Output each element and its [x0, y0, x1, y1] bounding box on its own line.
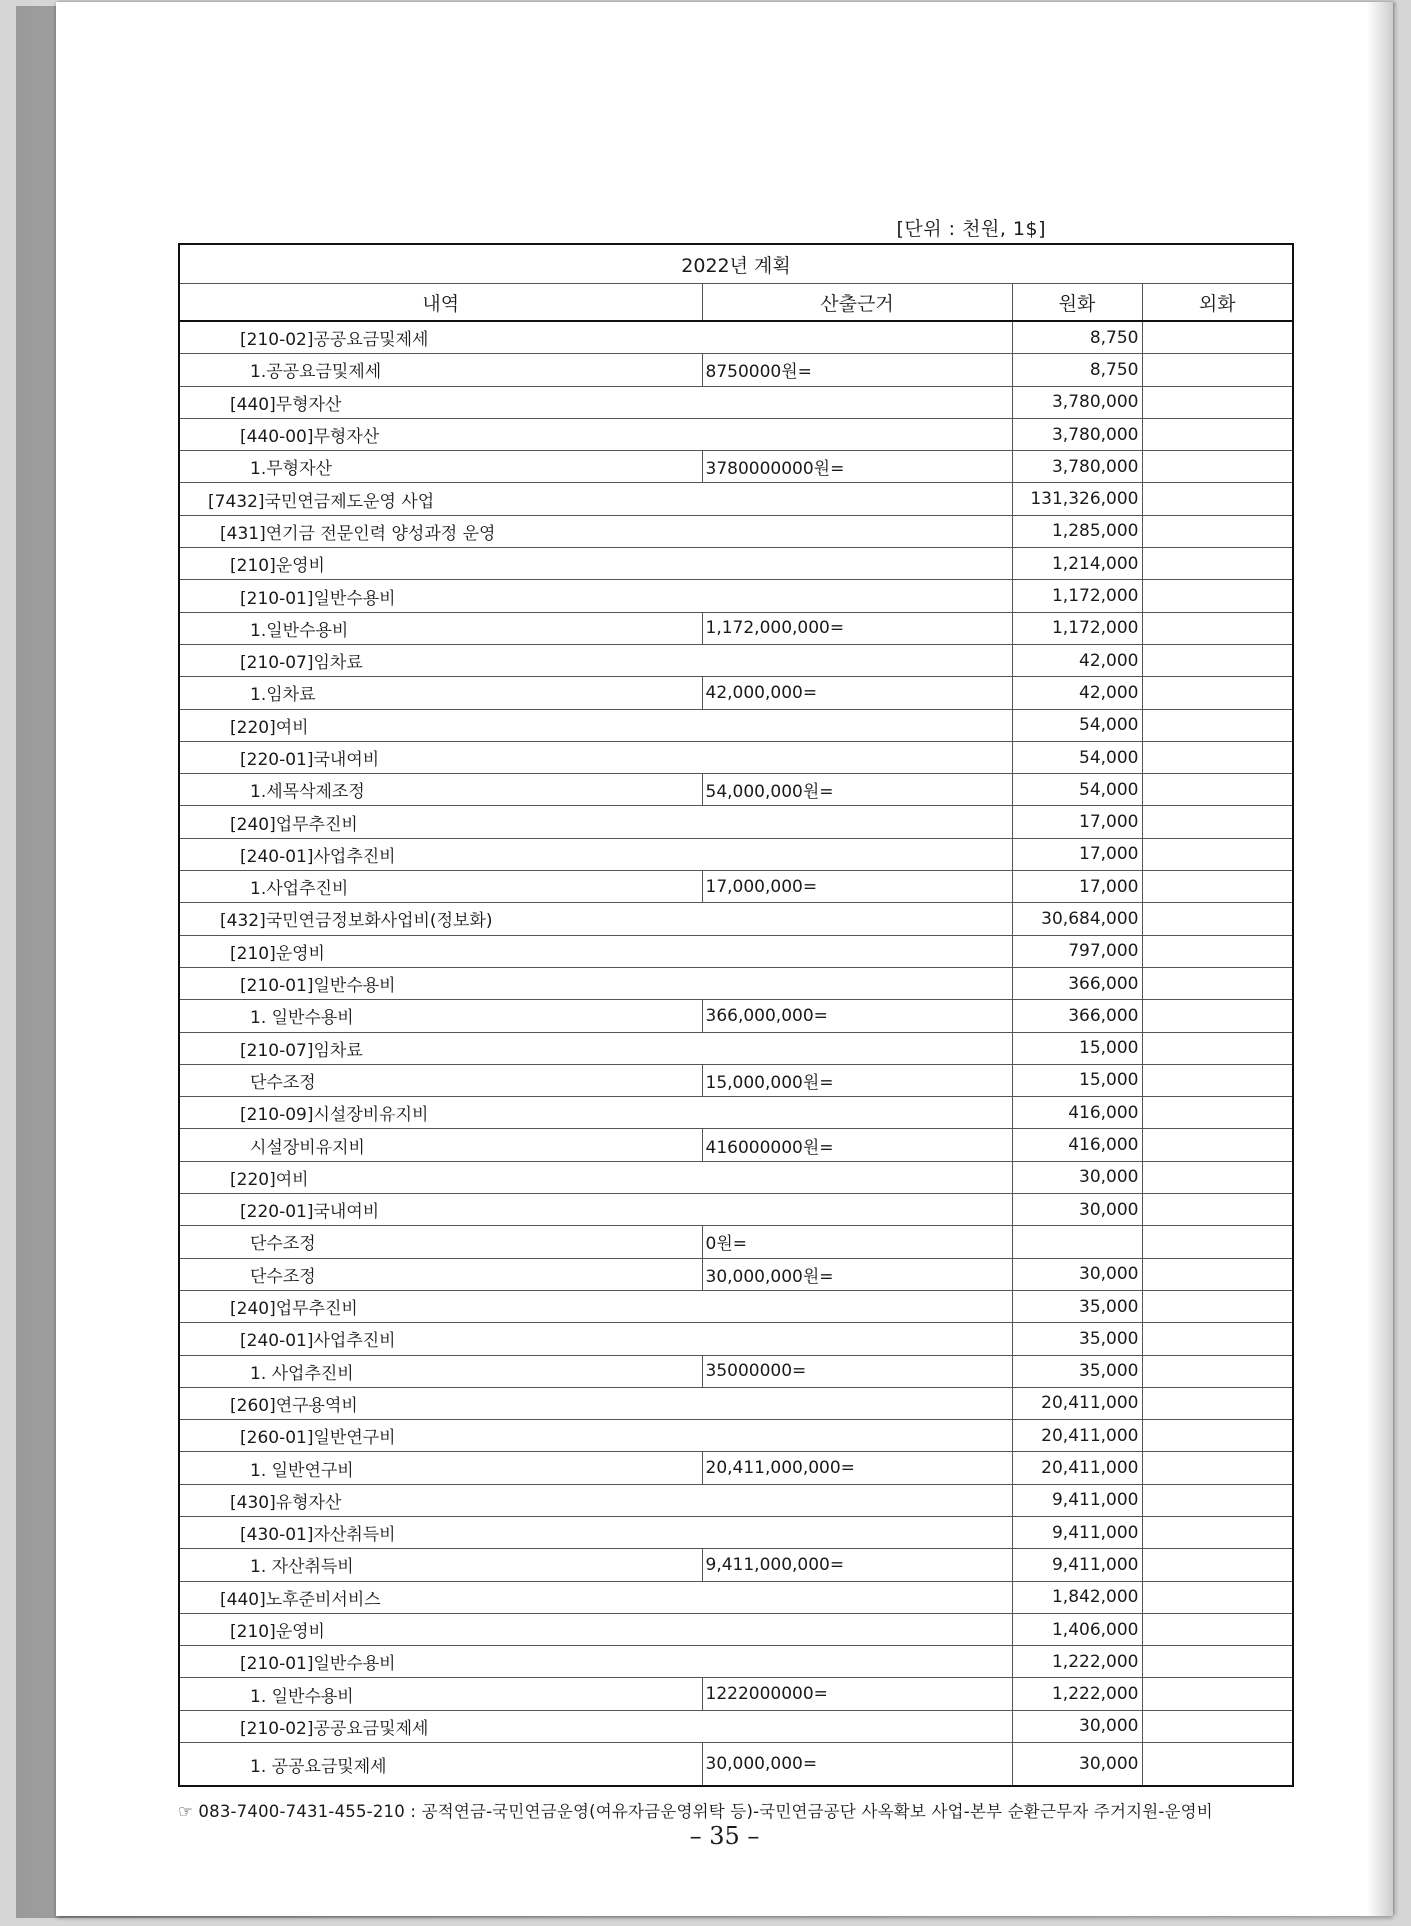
cell-krw: 1,214,000	[1012, 548, 1142, 580]
footnote: ☞ 083-7400-7431-455-210 : 공적연금-국민연금운영(여유자금운영위탁 등)-국민연금공단 사옥확보 사업-본부 순환근무자 주거지원-운영비	[178, 1802, 1213, 1821]
table-row	[179, 1000, 1293, 1032]
table-row	[179, 354, 1293, 386]
table-row	[179, 1516, 1293, 1548]
table-row	[179, 1290, 1293, 1322]
cell-krw: 35,000	[1012, 1355, 1142, 1387]
cell-fx	[1142, 806, 1293, 838]
cell-fx	[1142, 677, 1293, 709]
cell-item: 1.세목삭제조정	[179, 774, 702, 806]
cell-fx	[1142, 1581, 1293, 1613]
cell-basis: 42,000,000=	[702, 677, 1012, 709]
cell-fx	[1142, 1678, 1293, 1710]
cell-basis: 416000000원=	[702, 1129, 1012, 1161]
cell-krw: 54,000	[1012, 709, 1142, 741]
cell-fx	[1142, 774, 1293, 806]
table-row	[179, 806, 1293, 838]
cell-fx	[1142, 1549, 1293, 1581]
cell-basis: 30,000,000=	[702, 1743, 1012, 1787]
table-row	[179, 774, 1293, 806]
cell-krw: 3,780,000	[1012, 451, 1142, 483]
table-row	[179, 1581, 1293, 1613]
cell-fx	[1142, 1226, 1293, 1258]
cell-krw: 1,285,000	[1012, 515, 1142, 547]
table-row	[179, 1097, 1293, 1129]
cell-basis: 9,411,000,000=	[702, 1549, 1012, 1581]
cell-item: [210]운영비	[179, 548, 1012, 580]
cell-fx	[1142, 903, 1293, 935]
cell-item: [240-01]사업추진비	[179, 1323, 1012, 1355]
cell-item: 1.공공요금및제세	[179, 354, 702, 386]
cell-item: [220]여비	[179, 709, 1012, 741]
cell-item: 1. 공공요금및제세	[179, 1743, 702, 1787]
cell-krw: 20,411,000	[1012, 1387, 1142, 1419]
header-fx: 외화	[1142, 284, 1293, 322]
cell-item: [210-01]일반수용비	[179, 580, 1012, 612]
cell-fx	[1142, 1129, 1293, 1161]
table-row	[179, 1194, 1293, 1226]
cell-krw: 3,780,000	[1012, 418, 1142, 450]
cell-item: 1.사업추진비	[179, 871, 702, 903]
cell-fx	[1142, 1387, 1293, 1419]
cell-krw: 17,000	[1012, 838, 1142, 870]
cell-krw: 1,172,000	[1012, 580, 1142, 612]
page-number: – 35 –	[689, 1822, 760, 1850]
table-row	[179, 1452, 1293, 1484]
cell-krw: 20,411,000	[1012, 1420, 1142, 1452]
table-row	[179, 1549, 1293, 1581]
table-row	[179, 1161, 1293, 1193]
cell-krw: 1,842,000	[1012, 1581, 1142, 1613]
cell-krw: 30,000	[1012, 1161, 1142, 1193]
cell-item: [240-01]사업추진비	[179, 838, 1012, 870]
cell-item: [210]운영비	[179, 935, 1012, 967]
cell-item: 1.임차료	[179, 677, 702, 709]
cell-krw: 30,000	[1012, 1710, 1142, 1742]
cell-basis: 54,000,000원=	[702, 774, 1012, 806]
cell-fx	[1142, 1161, 1293, 1193]
cell-item: 1.일반수용비	[179, 612, 702, 644]
cell-fx	[1142, 1743, 1293, 1787]
table-row	[179, 741, 1293, 773]
cell-krw	[1012, 1226, 1142, 1258]
cell-fx	[1142, 354, 1293, 386]
cell-krw: 1,222,000	[1012, 1678, 1142, 1710]
table-row	[179, 1484, 1293, 1516]
table-row	[179, 1064, 1293, 1096]
cell-krw: 1,172,000	[1012, 612, 1142, 644]
header-krw: 원화	[1012, 284, 1142, 322]
cell-fx	[1142, 1290, 1293, 1322]
cell-krw: 35,000	[1012, 1290, 1142, 1322]
table-row	[179, 709, 1293, 741]
cell-krw: 42,000	[1012, 644, 1142, 676]
table-row	[179, 1743, 1293, 1787]
header-basis: 산출근거	[702, 284, 1012, 322]
cell-krw: 17,000	[1012, 806, 1142, 838]
cell-item: [220-01]국내여비	[179, 741, 1012, 773]
cell-item: 단수조정	[179, 1226, 702, 1258]
table-row	[179, 418, 1293, 450]
table-row	[179, 386, 1293, 418]
table-row	[179, 1258, 1293, 1290]
cell-basis: 20,411,000,000=	[702, 1452, 1012, 1484]
cell-fx	[1142, 580, 1293, 612]
cell-item: [7432]국민연금제도운영 사업	[179, 483, 1012, 515]
table-body	[179, 321, 1293, 1786]
cell-basis: 0원=	[702, 1226, 1012, 1258]
table-row	[179, 1323, 1293, 1355]
cell-krw: 35,000	[1012, 1323, 1142, 1355]
cell-item: 1. 자산취득비	[179, 1549, 702, 1581]
cell-krw: 30,000	[1012, 1258, 1142, 1290]
cell-item: [210]운영비	[179, 1613, 1012, 1645]
cell-item: 시설장비유지비	[179, 1129, 702, 1161]
cell-fx	[1142, 1000, 1293, 1032]
cell-krw: 797,000	[1012, 935, 1142, 967]
cell-item: 단수조정	[179, 1258, 702, 1290]
cell-krw: 30,000	[1012, 1743, 1142, 1787]
cell-fx	[1142, 871, 1293, 903]
cell-item: 단수조정	[179, 1064, 702, 1096]
table-row	[179, 838, 1293, 870]
cell-item: [431]연기금 전문인력 양성과정 운영	[179, 515, 1012, 547]
table-row	[179, 451, 1293, 483]
cell-fx	[1142, 1064, 1293, 1096]
cell-krw: 1,406,000	[1012, 1613, 1142, 1645]
cell-fx	[1142, 515, 1293, 547]
cell-fx	[1142, 451, 1293, 483]
cell-krw: 1,222,000	[1012, 1646, 1142, 1678]
cell-fx	[1142, 386, 1293, 418]
cell-krw: 15,000	[1012, 1032, 1142, 1064]
cell-fx	[1142, 1516, 1293, 1548]
table-row	[179, 935, 1293, 967]
cell-krw: 30,684,000	[1012, 903, 1142, 935]
cell-item: [220-01]국내여비	[179, 1194, 1012, 1226]
budget-table	[178, 243, 1294, 1787]
cell-fx	[1142, 1032, 1293, 1064]
cell-krw: 366,000	[1012, 1000, 1142, 1032]
cell-fx	[1142, 1710, 1293, 1742]
table-row	[179, 1129, 1293, 1161]
table-row	[179, 1613, 1293, 1645]
table-row	[179, 321, 1293, 354]
cell-basis: 3780000000원=	[702, 451, 1012, 483]
cell-krw: 366,000	[1012, 967, 1142, 999]
cell-item: [210-01]일반수용비	[179, 967, 1012, 999]
cell-krw: 15,000	[1012, 1064, 1142, 1096]
cell-item: [430]유형자산	[179, 1484, 1012, 1516]
cell-fx	[1142, 1258, 1293, 1290]
cell-fx	[1142, 548, 1293, 580]
cell-item: 1. 일반수용비	[179, 1000, 702, 1032]
cell-fx	[1142, 1613, 1293, 1645]
unit-label: [단위 : 천원, 1$]	[896, 218, 1046, 240]
cell-fx	[1142, 1194, 1293, 1226]
table-row	[179, 644, 1293, 676]
cell-item: 1. 일반수용비	[179, 1678, 702, 1710]
cell-fx	[1142, 838, 1293, 870]
cell-item: [220]여비	[179, 1161, 1012, 1193]
table-row	[179, 548, 1293, 580]
table-row	[179, 1226, 1293, 1258]
cell-item: [210-09]시설장비유지비	[179, 1097, 1012, 1129]
table-row	[179, 1646, 1293, 1678]
cell-item: [440]노후준비서비스	[179, 1581, 1012, 1613]
cell-fx	[1142, 967, 1293, 999]
cell-fx	[1142, 741, 1293, 773]
cell-item: 1. 일반연구비	[179, 1452, 702, 1484]
cell-fx	[1142, 418, 1293, 450]
table-row	[179, 967, 1293, 999]
cell-krw: 131,326,000	[1012, 483, 1142, 515]
cell-krw: 20,411,000	[1012, 1452, 1142, 1484]
cell-fx	[1142, 612, 1293, 644]
cell-krw: 9,411,000	[1012, 1484, 1142, 1516]
cell-fx	[1142, 1097, 1293, 1129]
cell-fx	[1142, 1355, 1293, 1387]
cell-basis: 17,000,000=	[702, 871, 1012, 903]
cell-fx	[1142, 709, 1293, 741]
cell-fx	[1142, 483, 1293, 515]
cell-krw: 416,000	[1012, 1097, 1142, 1129]
cell-krw: 42,000	[1012, 677, 1142, 709]
cell-item: [440-00]무형자산	[179, 418, 1012, 450]
table-row	[179, 1420, 1293, 1452]
cell-krw: 416,000	[1012, 1129, 1142, 1161]
cell-item: [432]국민연금정보화사업비(정보화)	[179, 903, 1012, 935]
cell-fx	[1142, 644, 1293, 676]
cell-fx	[1142, 1646, 1293, 1678]
cell-krw: 3,780,000	[1012, 386, 1142, 418]
cell-fx	[1142, 935, 1293, 967]
cell-krw: 8,750	[1012, 321, 1142, 354]
table-row	[179, 903, 1293, 935]
document-page	[56, 2, 1393, 1916]
cell-item: [210-02]공공요금및제세	[179, 1710, 1012, 1742]
cell-basis: 1,172,000,000=	[702, 612, 1012, 644]
table-row	[179, 1678, 1293, 1710]
cell-item: [260-01]일반연구비	[179, 1420, 1012, 1452]
cell-krw: 9,411,000	[1012, 1516, 1142, 1548]
table-row	[179, 1032, 1293, 1064]
cell-item: [440]무형자산	[179, 386, 1012, 418]
table-row	[179, 483, 1293, 515]
cell-item: 1. 사업추진비	[179, 1355, 702, 1387]
cell-item: [210-01]일반수용비	[179, 1646, 1012, 1678]
table-row	[179, 1355, 1293, 1387]
cell-item: [430-01]자산취득비	[179, 1516, 1012, 1548]
cell-item: [210-02]공공요금및제세	[179, 321, 1012, 354]
cell-fx	[1142, 1484, 1293, 1516]
cell-krw: 17,000	[1012, 871, 1142, 903]
cell-item: [240]업무추진비	[179, 1290, 1012, 1322]
cell-krw: 54,000	[1012, 741, 1142, 773]
page-shade	[1367, 2, 1393, 1916]
cell-basis: 35000000=	[702, 1355, 1012, 1387]
table-row	[179, 580, 1293, 612]
cell-krw: 30,000	[1012, 1194, 1142, 1226]
cell-basis: 15,000,000원=	[702, 1064, 1012, 1096]
cell-krw: 8,750	[1012, 354, 1142, 386]
cell-basis: 366,000,000=	[702, 1000, 1012, 1032]
cell-item: [260]연구용역비	[179, 1387, 1012, 1419]
plan-title: 2022년 계획	[179, 244, 1293, 284]
cell-fx	[1142, 1323, 1293, 1355]
table-row	[179, 677, 1293, 709]
table-row	[179, 871, 1293, 903]
table-row	[179, 1710, 1293, 1742]
cell-basis: 1222000000=	[702, 1678, 1012, 1710]
cell-krw: 9,411,000	[1012, 1549, 1142, 1581]
cell-fx	[1142, 1420, 1293, 1452]
table-row	[179, 1387, 1293, 1419]
cell-fx	[1142, 1452, 1293, 1484]
cell-item: [210-07]임차료	[179, 644, 1012, 676]
cell-basis: 30,000,000원=	[702, 1258, 1012, 1290]
cell-item: [210-07]임차료	[179, 1032, 1012, 1064]
table-row	[179, 612, 1293, 644]
cell-fx	[1142, 321, 1293, 354]
cell-basis: 8750000원=	[702, 354, 1012, 386]
cell-item: [240]업무추진비	[179, 806, 1012, 838]
table-row	[179, 515, 1293, 547]
cell-item: 1.무형자산	[179, 451, 702, 483]
cell-krw: 54,000	[1012, 774, 1142, 806]
header-item: 내역	[179, 284, 702, 322]
